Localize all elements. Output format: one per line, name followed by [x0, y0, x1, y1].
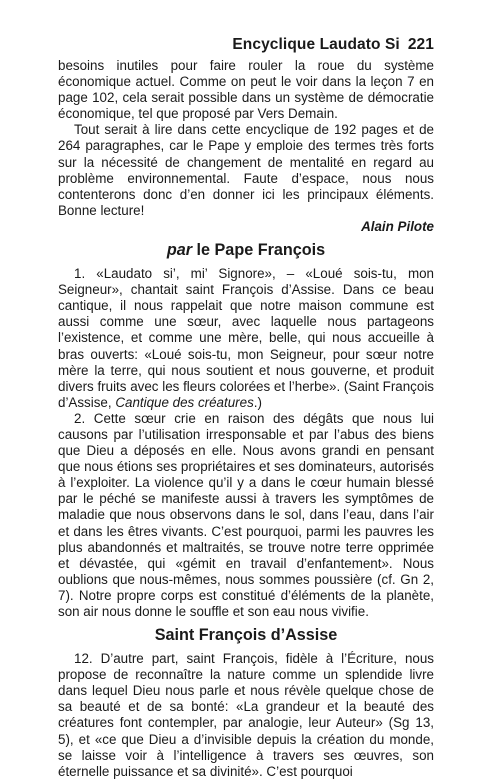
- heading-italic-word: par: [166, 241, 193, 260]
- section-heading-pope: [58, 240, 434, 260]
- author-signature: Alain Pilote: [361, 218, 434, 234]
- paragraph-1-text: 1. «Laudato si’, mi’ Signore», – «Loué sois-tu, mon Seigneur», chantait saint François d’Assise. Dans ce beau cantique, il nous rappelait que notre maison commune est aussi comme une sœur, avec laquelle nous partageons l’existence, et comme une mère, belle, qui nous accueille à bras ouverts: «Loué sois-tu, mon Seigneur, pour sœur notre mère la terre, qui nous soutient et nous gouverne, et produit divers fruits avec les fleurs colorées et l’herbe». (Saint François d’Assise,: [58, 266, 434, 410]
- paragraph-12: 12. D’autre part, saint François, fidèle à l’Écriture, nous propose de reconnaître la nature comme un splendide livre dans lequel Dieu nous parle et nous révèle quelque chose de sa beauté et de sa bonté: «La grandeur et la beauté des créatures font contempler, par analogie, leur Auteur» (Sg 13, 5), et «ce que Dieu a d’invisible depuis la création du monde, se laisse voir à l’intelligence à travers ses œuvres, son éternelle puissance et sa divinité». C’est pourquoi: [58, 651, 434, 779]
- paragraph-1-tail: .): [253, 394, 262, 410]
- page: [58, 36, 434, 780]
- paragraph-continued: besoins inutiles pour faire rouler la roue du système économique actuel. Comme on peut le voir dans la leçon 7 en page 102, cela serait possible dans un système de démocratie économique, tel que proposé par Vers Demain.: [58, 58, 434, 122]
- header-title: Encyclique Laudato Si: [232, 36, 400, 53]
- paragraph-intro: Tout serait à lire dans cette encyclique de 192 pages et de 264 paragraphes, car le Pape y emploie des termes très forts sur la nécessité de changement de mentalité en regard au problème environnemental. Faute d’espace, nous nous contenterons donc d’en donner ici les principaux éléments. Bonne lecture!: [58, 122, 434, 218]
- paragraph-1-citation: Cantique des créatures: [115, 394, 254, 410]
- heading-text: le Pape François: [196, 241, 326, 260]
- page-number: 221: [407, 36, 434, 53]
- running-header: [58, 36, 434, 54]
- section-heading-francis: Saint François d’Assise: [154, 626, 338, 645]
- paragraph-1: [58, 266, 434, 411]
- paragraph-2: 2. Cette sœur crie en raison des dégâts que nous lui causons par l’utilisation irresponsable et par l’abus des biens que Dieu a déposés en elle. Nous avons grandi en pensant que nous étions ses propriétaires et ses dominateurs, autorisés à l’exploiter. La violence qu’il y a dans le cœur humain blessé par le péché se manifeste aussi à travers les symptômes de maladie que nous observons dans le sol, dans l’eau, dans l’air et dans les êtres vivants. C’est pourquoi, parmi les pauvres les plus abandonnés et maltraités, se trouve notre terre opprimée et dévastée, qui «gémit en travail d’enfantement». Nous oublions que nous-mêmes, nous sommes poussière (cf. Gn 2, 7). Notre propre corps est constitué d’éléments de la planète, son air nous donne le souffle et son eau nous vivifie.: [58, 410, 434, 619]
